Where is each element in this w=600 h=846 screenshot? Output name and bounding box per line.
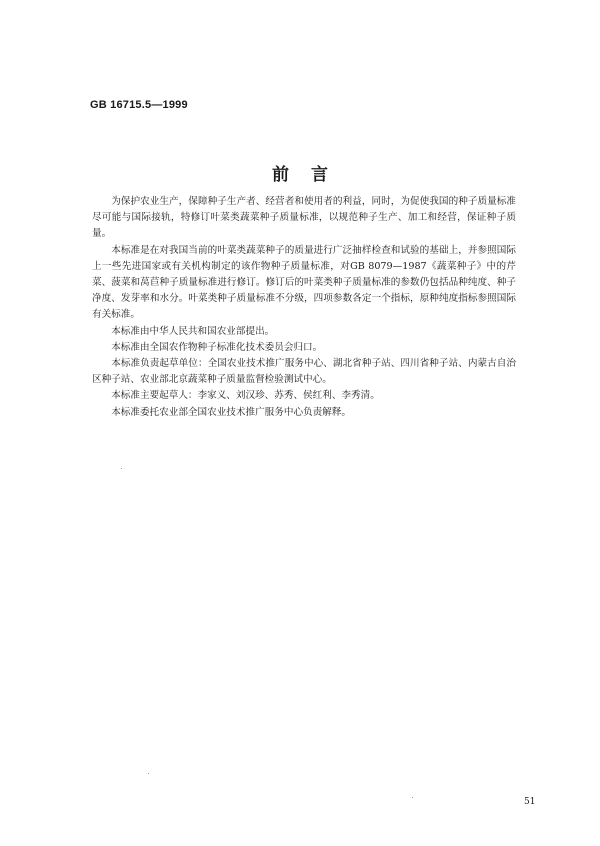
page-title: 前言 xyxy=(272,165,350,185)
paragraph-proposer: 本标准由中华人民共和国农业部提出。 xyxy=(111,325,275,337)
paragraph-purpose: 为保护农业生产，保障种子生产者、经营者和使用者的利益，同时，为促使我国的种子质量标准尽可能与国际接轨，特修订叶菜类蔬菜种子质量标准，以规范种子生产、加工和经营，保证种子质量。 xyxy=(92,196,516,240)
paragraph-interpretation: 本标准委托农业部全国农业技术推广服务中心负责解释。 xyxy=(111,406,352,418)
scan-speck xyxy=(148,773,149,774)
scan-speck xyxy=(121,468,122,469)
foreword-body xyxy=(92,194,516,421)
paragraph-committee: 本标准由全国农作物种子标准化技术委员会归口。 xyxy=(111,341,323,353)
standard-code: GB 16715.5—1999 xyxy=(90,99,188,111)
paragraph-drafting-units: 本标准负责起草单位：全国农业技术推广服务中心、湖北省种子站、四川省种子站、内蒙古自治区种子站、农业部北京蔬菜种子质量监督检验测试中心。 xyxy=(92,358,516,386)
paragraph-basis: 本标准是在对我国当前的叶菜类蔬菜种子的质量进行广泛抽样检查和试验的基础上，并参照国际上一些先进国家或有关机构制定的该作物种子质量标准，对GB 8079—1987《蔬菜种子》中的芹菜、菠菜和莴苣种子质量标准进行修订。修订后的叶菜类种子质量标准的参数仍包括品种纯度、种子净度、发芽率和水分。叶菜类种子质量标准不分级，四项参数各定一个指标，原种纯度指标参照国际有关标准。 xyxy=(92,244,516,321)
page-number: 51 xyxy=(524,797,536,807)
scan-speck xyxy=(412,797,413,798)
paragraph-drafters: 本标准主要起草人：李家义、刘汉珍、苏秀、侯红利、李秀清。 xyxy=(111,390,380,402)
